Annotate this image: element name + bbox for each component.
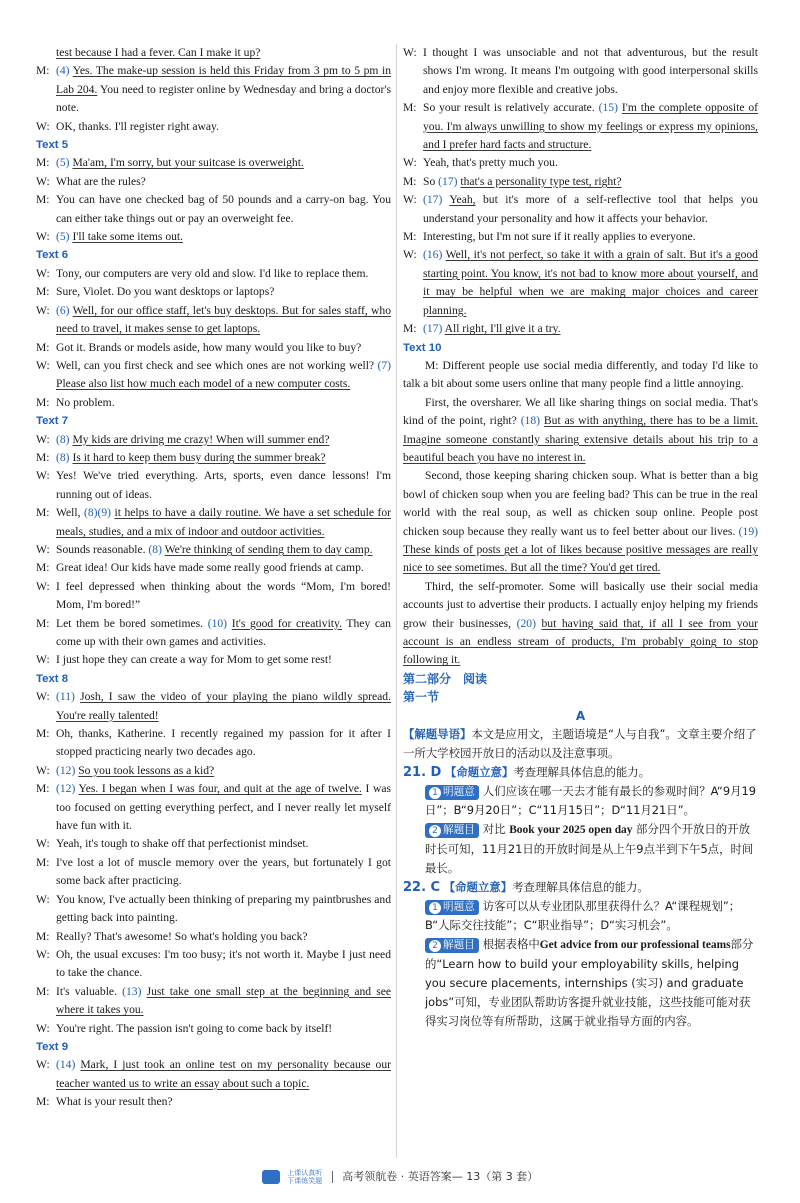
dialogue-text: Interesting, but I'm not sure if it really applies to everyone.	[423, 230, 696, 244]
underlined-answer: But as with anything, there has to be a limit. Imagine someone constantly sharing extensive details about his trip to a beautiful beach you have no interest in.	[403, 414, 758, 464]
speaker-label: W:	[403, 248, 417, 262]
step-number-icon: 1	[429, 787, 441, 799]
step-keyword: Get advice from our professional teams	[539, 939, 731, 952]
step-understand	[403, 897, 758, 935]
guide-paragraph	[403, 725, 758, 763]
dialogue-line	[36, 725, 391, 762]
speaker-label: M:	[36, 193, 50, 207]
underlined-answer: Well, for our office staff, let's buy desktops. But for sales staff, who need to travel, it makes sense to get laptops.	[56, 303, 391, 336]
dialogue-line	[36, 62, 391, 117]
paragraph-text: Second, those keeping sharing chicken soup. What is better than a big bowl of chicken soup when you are feeling bad? This can be true in the real world with the real soup, as well as chicken soup online. People post chicken soup because they really want us to feel better about our lives.	[403, 469, 758, 538]
monologue-paragraph: M: Different people use social media differently, and today I'd like to talk a bit about some users online that many people find a little annoying.	[403, 358, 758, 391]
dialogue-line	[36, 154, 391, 172]
step-label: 明题意	[443, 786, 475, 799]
dialogue-line	[36, 283, 391, 301]
dialogue-text: They can come up with their own games and activities.	[56, 616, 391, 648]
speaker-label: W:	[403, 193, 417, 207]
speaker-label: W:	[403, 46, 417, 59]
speaker-label: W:	[36, 653, 50, 667]
dialogue-line	[36, 173, 391, 191]
step-text: 对比	[482, 822, 506, 837]
speaker-label: M:	[36, 984, 50, 998]
text-heading: Text 8	[36, 672, 69, 685]
dialogue-text: Tony, our computers are very old and slow. I'd like to replace them.	[56, 266, 369, 280]
slogan-top: 上课认真听	[287, 1169, 323, 1177]
speaker-label: M:	[36, 929, 50, 943]
underlined-answer: These kinds of posts get a lot of likes because positive messages are really nice to see sometimes. But all the time? You'd get tired.	[403, 542, 758, 575]
step-label: 解题目	[443, 939, 475, 952]
speaker-label: M:	[36, 616, 50, 630]
underlined-answer: I'm the complete opposite of you. I'm always unwilling to show my feelings or express my opinions, and I prefer hard facts and structure.	[423, 101, 759, 152]
question-number: (5)	[56, 156, 70, 170]
passage-label: A	[575, 708, 586, 723]
speaker-label: M:	[403, 230, 417, 244]
speaker-label: W:	[36, 690, 50, 704]
question-22	[403, 878, 758, 897]
intent-text: 考查理解具体信息的能力。	[513, 765, 651, 780]
question-number: (12)	[56, 763, 76, 777]
brand-slogan	[287, 1169, 322, 1185]
guide-text: 本文是应用文，主题语境是“人与自我”。文章主要介绍了一所大学校园开放日的活动以及注意事项。	[403, 727, 757, 761]
question-number: (11)	[56, 690, 75, 704]
dialogue-line	[36, 946, 391, 983]
dialogue-text: Yeah, that's pretty much you.	[423, 156, 558, 170]
speaker-label: M:	[36, 156, 50, 170]
dialogue-text: Really? That's awesome! So what's holding you back?	[56, 929, 308, 943]
dialogue-line	[36, 983, 391, 1020]
dialogue-line	[36, 1020, 391, 1038]
step-badge	[425, 823, 479, 838]
speaker-label: M:	[36, 1095, 50, 1109]
step-label: 解题目	[443, 824, 475, 837]
dialogue-line	[36, 302, 391, 339]
dialogue-text: but it's more of a self-reflective tool that helps you understand your personality and how it affects your behavior.	[423, 193, 759, 225]
speaker-label: M:	[36, 340, 50, 354]
underlined-answer: We're thinking of sending them to day camp.	[164, 542, 373, 556]
dialogue-text: Sounds reasonable.	[56, 542, 146, 556]
dialogue-line	[36, 1093, 391, 1111]
dialogue-text: Sure, Violet. Do you want desktops or laptops?	[56, 285, 275, 299]
dialogue-line	[36, 339, 391, 357]
dialogue-line	[403, 99, 758, 154]
question-number: (6)	[56, 303, 70, 317]
speaker-label: W:	[36, 469, 50, 483]
dialogue-line	[36, 559, 391, 577]
dialogue-text: You can have one checked bag of 50 pounds and a carry-on bag. You can either take things out or pay an overweight fee.	[56, 193, 391, 225]
dialogue-line	[403, 154, 758, 172]
text-heading: Text 5	[36, 139, 69, 152]
speaker-label: M:	[403, 101, 417, 115]
step-label: 明题意	[443, 901, 475, 914]
footer-text: 高考领航卷 · 英语答案— 13（第 3 套）	[342, 1170, 539, 1183]
step-text: 访客可以从专业团队那里获得什么？A“课程规划”；B“人际交往技能”；C“职业指导”；D“实习机会”。	[425, 899, 741, 933]
speaker-label: M:	[403, 322, 417, 336]
question-number: (19)	[738, 524, 758, 538]
intent-tag: 【命题立意】	[443, 880, 513, 895]
speaker-label: M:	[36, 64, 50, 78]
dialogue-text: Oh, the usual excuses: I'm too busy; it's not worth it. Maybe I just need to take the chance.	[56, 947, 391, 980]
question-number: (17)	[423, 193, 443, 207]
speaker-label: W:	[36, 174, 50, 188]
dialogue-line	[36, 854, 391, 891]
speaker-label: W:	[36, 542, 50, 556]
question-number: (7)	[377, 358, 392, 372]
underlined-answer: Is it hard to keep them busy during the summer break?	[72, 450, 326, 464]
speaker-label: M:	[36, 285, 50, 299]
dialogue-line	[36, 467, 391, 504]
underlined-answer: test because I had a fever. Can I make it up?	[56, 46, 261, 59]
dialogue-line	[36, 835, 391, 853]
dialogue-line	[36, 431, 391, 449]
part-heading: 第二部分 阅读	[403, 671, 488, 686]
speaker-label: W:	[36, 837, 50, 851]
speaker-label: M:	[36, 855, 50, 869]
speaker-label: W:	[36, 266, 50, 280]
question-number: (14)	[56, 1058, 76, 1072]
dialogue-line	[36, 394, 391, 412]
dialogue-line	[36, 44, 391, 62]
text-heading: Text 9	[36, 1040, 69, 1053]
dialogue-line	[36, 118, 391, 136]
intent-text: 考查理解具体信息的能力。	[512, 880, 649, 895]
dialogue-text: What are the rules?	[56, 174, 146, 188]
intent-tag: 【命题立意】	[444, 765, 514, 780]
dialogue-line	[403, 191, 758, 228]
dialogue-line	[403, 246, 758, 320]
question-number: (8)(9)	[84, 506, 112, 520]
dialogue-text: Oh, thanks, Katherine. I recently regained my passion for it after I stopped practicing nearly two decades ago.	[56, 727, 391, 759]
underlined-answer: Josh, I saw the video of your playing the piano wildly spread. You're really talented!	[56, 690, 391, 722]
column-divider	[396, 44, 397, 1158]
step-number-icon: 2	[429, 940, 441, 952]
underlined-answer: Yes. The make-up session is held this Friday from 3 pm to 5 pm in Lab 204.	[56, 64, 391, 96]
paragraph-text: First, the oversharer. We all like sharing things on social media. That's kind of the point, right?	[403, 395, 758, 428]
speaker-label: W:	[36, 579, 50, 593]
step-badge	[425, 900, 479, 915]
dialogue-line	[36, 578, 391, 615]
step-text: 人们应该在哪一天去才能有最长的参观时间？A“9月19日”；B“9月20日”；C“11月15日”；D“11月21日”。	[425, 784, 756, 818]
underlined-answer: that's a personality type test, right?	[460, 174, 622, 188]
dialogue-text: Yeah, it's tough to shake off that perfectionist mindset.	[56, 837, 309, 851]
underlined-answer: Ma'am, I'm sorry, but your suitcase is overweight.	[72, 156, 304, 170]
question-number: (5)	[56, 230, 70, 244]
dialogue-text: I just hope they can create a way for Mom to get some rest!	[56, 653, 332, 667]
underlined-answer: All right, I'll give it a try.	[444, 322, 561, 336]
guide-tag: 【解题导语】	[403, 727, 472, 742]
dialogue-line	[36, 449, 391, 467]
speaker-label: M:	[36, 395, 50, 409]
underlined-answer: but having said that, if all I see from your account is an endless stream of products, I'm probably going to stop following it.	[403, 616, 758, 667]
underlined-answer: Please also list how much each model of a new computer costs.	[56, 377, 351, 391]
dialogue-text: No problem.	[56, 395, 115, 409]
step-text: 根据表格中	[482, 937, 540, 952]
step-number-icon: 2	[429, 825, 441, 837]
dialogue-text: You know, I've actually been thinking of preparing my paintbrushes and getting back into painting.	[56, 892, 391, 925]
question-number: (8)	[56, 432, 70, 446]
dialogue-line	[36, 1056, 391, 1093]
speaker-label: W:	[36, 1058, 50, 1072]
dialogue-line	[403, 320, 758, 338]
question-answer: 22. C	[403, 880, 441, 896]
dialogue-text: Well,	[56, 506, 81, 520]
dialogue-text: Yes! We've tried everything. Arts, sports, even dance lessons! I'm running out of ideas.	[56, 469, 391, 501]
dialogue-text: You're right. The passion isn't going to come back by itself!	[56, 1021, 333, 1035]
dialogue-line	[36, 541, 391, 559]
section-heading: 第一节	[403, 690, 440, 705]
dialogue-text: So your result is relatively accurate.	[423, 101, 595, 115]
dialogue-text: I've lost a lot of muscle memory over the years, but fortunately I got some back after practicing.	[56, 855, 391, 888]
dialogue-line	[403, 228, 758, 246]
right-column	[403, 44, 758, 1031]
underlined-answer: It's good for creativity.	[231, 616, 342, 630]
underlined-answer: Just take one small step at the beginning and see where it takes you.	[56, 984, 391, 1017]
dialogue-text: It's valuable.	[56, 984, 117, 998]
speaker-label: M:	[36, 561, 50, 575]
question-number: (10)	[207, 616, 228, 630]
dialogue-line	[36, 228, 391, 246]
dialogue-text: OK, thanks. I'll register right away.	[56, 119, 219, 133]
speaker-label: W:	[36, 1021, 50, 1035]
dialogue-line	[36, 651, 391, 669]
dialogue-text: I feel depressed when thinking about the words “Mom, I'm bored! Mom, I'm bored!”	[56, 579, 391, 612]
step-understand	[403, 782, 758, 820]
footer-separator	[332, 1171, 333, 1183]
question-number: (12)	[56, 782, 76, 796]
speaker-label: W:	[36, 892, 50, 906]
speaker-label: W:	[36, 119, 50, 133]
slogan-bottom: 下课练笑题	[287, 1177, 323, 1185]
dialogue-line	[403, 173, 758, 191]
dialogue-line	[36, 780, 391, 835]
dialogue-line	[36, 891, 391, 928]
monologue-paragraph	[403, 467, 758, 577]
dialogue-line	[36, 265, 391, 283]
speaker-label: W:	[36, 763, 50, 777]
speaker-label: M:	[36, 727, 50, 741]
speaker-label: M:	[36, 506, 50, 520]
left-column	[36, 44, 391, 1112]
step-badge	[425, 938, 479, 953]
underlined-answer: it helps to have a daily routine. We have a set schedule for meals, studies, and a mix of indoor and outdoor activities.	[56, 506, 392, 538]
speaker-label: W:	[36, 432, 50, 446]
speaker-label: W:	[36, 358, 50, 372]
question-answer: 21. D	[403, 765, 442, 781]
step-text: 部分的“Learn how to build your employability skills, helping you secure placements, internships (实习) and graduate jobs”可知，专业团队帮助访客提升就业技能，这些技能可能对获得实习岗位等有所帮助，这属于就业指导方面的内容。	[425, 937, 754, 1029]
text-heading: Text 7	[36, 415, 69, 428]
speaker-label: M:	[36, 782, 50, 796]
speaker-label: W:	[403, 156, 417, 170]
paragraph-text: Third, the self-promoter. Some will basically use their social media accounts just to advertise their products. I actually enjoy helping my friends grow their businesses,	[403, 579, 758, 630]
question-number: (8)	[148, 542, 162, 556]
step-keyword: Book your 2025 open day	[509, 824, 633, 837]
question-number: (13)	[122, 984, 142, 998]
dialogue-text: What is your result then?	[56, 1095, 173, 1109]
dialogue-line	[36, 928, 391, 946]
page-footer	[0, 1168, 800, 1186]
question-number: (15)	[598, 101, 618, 115]
speaker-label: W:	[36, 230, 50, 244]
step-solve	[403, 935, 758, 1031]
question-number: (8)	[56, 450, 70, 464]
step-solve	[403, 820, 758, 878]
speaker-label: M:	[36, 450, 50, 464]
underlined-answer: Yes. I began when I was four, and quit at the age of twelve.	[78, 782, 362, 796]
dialogue-line	[36, 615, 391, 652]
question-number: (20)	[516, 616, 536, 630]
dialogue-text: Great idea! Our kids have made some really good friends at camp.	[56, 561, 364, 575]
monologue-paragraph	[403, 578, 758, 670]
underlined-answer: I'll take some items out.	[72, 230, 184, 244]
dialogue-text: Let them be bored sometimes.	[56, 616, 204, 630]
dialogue-text: I was too focused on getting everything perfect, and I never really let myself have fun with it.	[56, 782, 392, 833]
brand-logo-icon	[262, 1170, 280, 1184]
dialogue-text: I thought I was unsociable and not that adventurous, but the result shows I'm wrong. It means I'm outgoing with good interpersonal skills and enjoy more flexible and creative jobs.	[423, 46, 758, 96]
step-badge	[425, 785, 479, 800]
monologue-paragraph	[403, 394, 758, 468]
dialogue-line	[36, 762, 391, 780]
dialogue-line	[36, 191, 391, 228]
question-number: (17)	[438, 174, 458, 188]
question-number: (18)	[520, 414, 541, 428]
question-number: (4)	[56, 64, 70, 78]
speaker-label: W:	[36, 303, 50, 317]
dialogue-text: Got it. Brands or models aside, how many would you like to buy?	[56, 340, 362, 354]
dialogue-text: Well, can you first check and see which ones are not working well?	[56, 358, 375, 372]
dialogue-text: You need to register online by Wednesday and bring a doctor's note.	[56, 82, 391, 115]
question-number: (17)	[423, 322, 443, 336]
dialogue-line	[403, 44, 758, 99]
text-heading: Text 10	[403, 341, 442, 354]
dialogue-text: So	[423, 174, 436, 188]
dialogue-line	[36, 688, 391, 725]
underlined-answer: My kids are driving me crazy! When will summer end?	[72, 432, 330, 446]
question-21	[403, 763, 758, 782]
speaker-label: W:	[36, 947, 50, 961]
underlined-answer: Yeah,	[449, 193, 476, 207]
underlined-answer: Mark, I just took an online test on my personality because our teacher wanted us to write an essay about such a topic.	[56, 1058, 391, 1090]
step-number-icon: 1	[429, 902, 441, 914]
underlined-answer: So you took lessons as a kid?	[78, 763, 215, 777]
dialogue-line	[36, 504, 391, 541]
question-number: (16)	[423, 248, 443, 262]
underlined-answer: Well, it's not perfect, so take it with a grain of salt. But it's a good starting point. You know, it's not bad to know more about yourself, and it may be helpful when we are making major choices and career planning.	[423, 248, 758, 317]
dialogue-line	[36, 357, 391, 394]
text-heading: Text 6	[36, 249, 69, 262]
speaker-label: M:	[403, 174, 417, 188]
step-text: 部分四个开放日的开放时长可知，11月21日的开放时间是从上午9点半到下午5点，时间最长。	[425, 822, 754, 876]
